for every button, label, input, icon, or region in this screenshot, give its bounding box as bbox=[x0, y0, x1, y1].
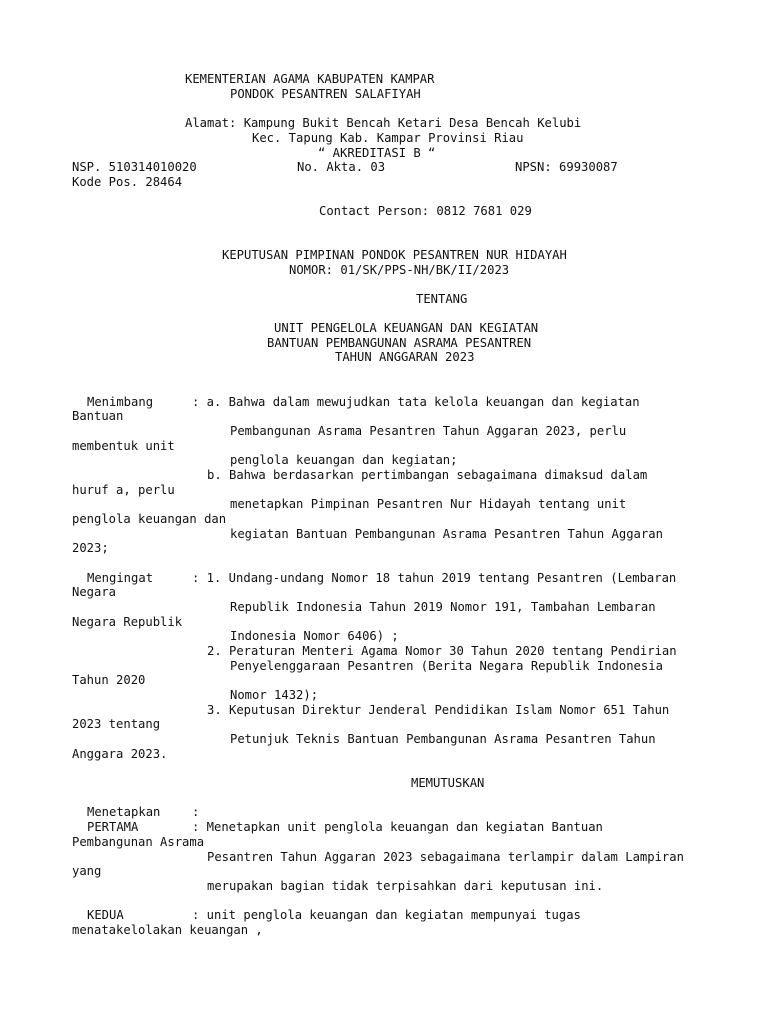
menimbang-b-line-2: menetapkan Pimpinan Pesantren Nur Hidayah tentang unit bbox=[230, 497, 627, 511]
menimbang-b-line-3: kegiatan Bantuan Pembangunan Asrama Pesantren Tahun Aggaran bbox=[230, 527, 663, 541]
pertama-label: PERTAMA bbox=[87, 820, 139, 834]
mengingat-3-line-1: 3. Keputusan Direktur Jenderal Pendidikan Islam Nomor 651 Tahun bbox=[207, 703, 670, 717]
menimbang-a-wrap-2: membentuk unit bbox=[72, 439, 175, 453]
decree-number: NOMOR: 01/SK/PPS-NH/BK/II/2023 bbox=[289, 263, 510, 277]
subject-line-2: BANTUAN PEMBANGUNAN ASRAMA PESANTREN bbox=[267, 336, 532, 350]
mengingat-3-wrap-1: 2023 tentang bbox=[72, 717, 161, 731]
akta-number: No. Akta. 03 bbox=[297, 160, 386, 174]
postal-code: Kode Pos. 28464 bbox=[72, 175, 183, 189]
address-line-1: Alamat: Kampung Bukit Bencah Ketari Desa Bencah Kelubi bbox=[185, 116, 582, 130]
menimbang-a-line-3: penglola keuangan dan kegiatan; bbox=[230, 453, 458, 467]
pertama-line-3: merupakan bagian tidak terpisahkan dari keputusan ini. bbox=[207, 879, 604, 893]
mengingat-3-wrap-2: Anggara 2023. bbox=[72, 747, 168, 761]
mengingat-2-line-1: 2. Peraturan Menteri Agama Nomor 30 Tahun 2020 tentang Pendirian bbox=[207, 644, 677, 658]
kedua-label: KEDUA bbox=[87, 908, 124, 922]
mengingat-3-line-2: Petunjuk Teknis Bantuan Pembangunan Asrama Pesantren Tahun bbox=[230, 732, 656, 746]
mengingat-1-line-2: Republik Indonesia Tahun 2019 Nomor 191, Tambahan Lembaran bbox=[230, 600, 656, 614]
nsp-number: NSP. 510314010020 bbox=[72, 160, 197, 174]
address-line-2: Kec. Tapung Kab. Kampar Provinsi Riau bbox=[252, 131, 524, 145]
decree-title: KEPUTUSAN PIMPINAN PONDOK PESANTREN NUR HIDAYAH bbox=[222, 248, 567, 262]
mengingat-1-wrap-2: Negara Republik bbox=[72, 615, 183, 629]
pertama-line-2: Pesantren Tahun Aggaran 2023 sebagaimana terlampir dalam Lampiran bbox=[207, 850, 684, 864]
contact-person: Contact Person: 0812 7681 029 bbox=[319, 204, 532, 218]
pertama-wrap-1: Pembangunan Asrama bbox=[72, 835, 205, 849]
mengingat-2-line-2: Penyelenggaraan Pesantren (Berita Negara Republik Indonesia bbox=[230, 659, 663, 673]
menimbang-b-line-1: b. Bahwa berdasarkan pertimbangan sebagaimana dimaksud dalam bbox=[207, 468, 648, 482]
mengingat-1-wrap-1: Negara bbox=[72, 585, 117, 599]
memutuskan-heading: MEMUTUSKAN bbox=[411, 776, 485, 790]
pertama-wrap-2: yang bbox=[72, 864, 102, 878]
mengingat-2-wrap-2: Tahun 2020 bbox=[72, 673, 146, 687]
menimbang-label: Menimbang bbox=[87, 395, 154, 409]
kedua-wrap-1: menatakelolakan keuangan , bbox=[72, 923, 263, 937]
kedua-line-1: : unit penglola keuangan dan kegiatan mempunyai tugas bbox=[192, 908, 581, 922]
accreditation: “ AKREDITASI B “ bbox=[318, 146, 436, 160]
menimbang-a-wrap-1: Bantuan bbox=[72, 409, 124, 423]
mengingat-2-line-3: Nomor 1432); bbox=[230, 688, 319, 702]
mengingat-label: Mengingat bbox=[87, 571, 154, 585]
subject-line-1: UNIT PENGELOLA KEUANGAN DAN KEGIATAN bbox=[274, 321, 539, 335]
mengingat-1-line-1: : 1. Undang-undang Nomor 18 tahun 2019 tentang Pesantren (Lembaran bbox=[192, 571, 677, 585]
about-heading: TENTANG bbox=[416, 292, 468, 306]
school-name: PONDOK PESANTREN SALAFIYAH bbox=[230, 87, 421, 101]
menetapkan-colon: : bbox=[192, 805, 200, 819]
pertama-line-1: : Menetapkan unit penglola keuangan dan kegiatan Bantuan bbox=[192, 820, 603, 834]
menimbang-b-wrap-3: 2023; bbox=[72, 541, 109, 555]
menetapkan-label: Menetapkan bbox=[87, 805, 161, 819]
menimbang-a-line-1: : a. Bahwa dalam mewujudkan tata kelola keuangan dan kegiatan bbox=[192, 395, 640, 409]
mengingat-1-line-3: Indonesia Nomor 6406) ; bbox=[230, 629, 399, 643]
subject-line-3: TAHUN ANGGARAN 2023 bbox=[335, 350, 475, 364]
npsn-number: NPSN: 69930087 bbox=[515, 160, 618, 174]
menimbang-a-line-2: Pembangunan Asrama Pesantren Tahun Aggaran 2023, perlu bbox=[230, 424, 627, 438]
ministry-name: KEMENTERIAN AGAMA KABUPATEN KAMPAR bbox=[185, 72, 435, 86]
menimbang-b-wrap-1: huruf a, perlu bbox=[72, 483, 175, 497]
menimbang-b-wrap-2: penglola keuangan dan bbox=[72, 512, 227, 526]
